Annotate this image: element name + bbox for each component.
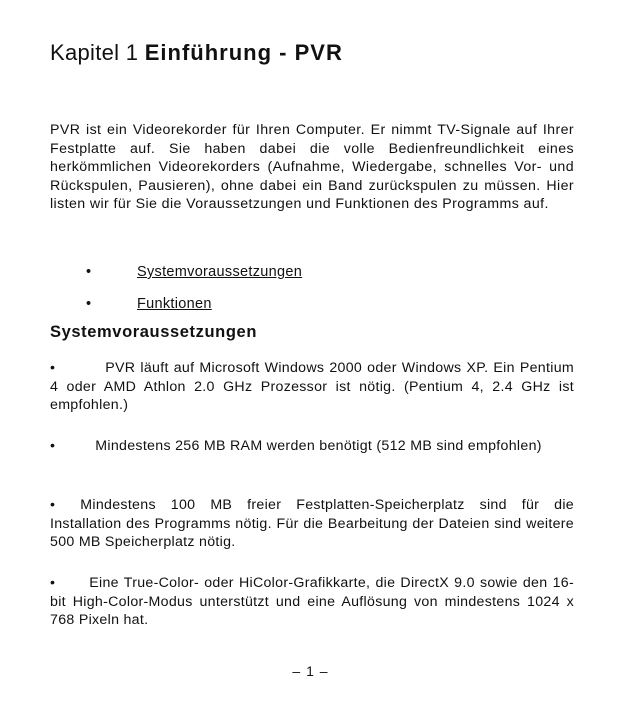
section-heading: Systemvoraussetzungen <box>50 323 257 341</box>
bullet-icon: • <box>50 497 56 513</box>
requirement-text: Eine True-Color- oder HiColor-Grafikkarte, die DirectX 9.0 sowie den 16-bit High-Color-Modus unterstützt und eine Auflösung von mindestens 1024 x 768 Pixeln hat. <box>50 575 574 628</box>
bullet-icon: • <box>86 264 92 280</box>
requirement-text: Mindestens 100 MB freier Festplatten-Speicherplatz sind für die Installation des Programms nötig. Für die Bearbeitung der Dateien sind weitere 500 MB Speicherplatz nötig. <box>50 497 574 550</box>
chapter-heading: Einführung - PVR <box>144 40 343 65</box>
requirement-item <box>50 574 574 630</box>
chapter-prefix: Kapitel 1 <box>50 40 145 65</box>
requirement-text: PVR läuft auf Microsoft Windows 2000 oder Windows XP. Ein Pentium 4 oder AMD Athlon 2.0 GHz Prozessor ist nötig. (Pentium 4, 2.4 GHz ist empfohlen.) <box>50 360 574 413</box>
bullet-icon: • <box>50 438 56 454</box>
bullet-icon: • <box>50 360 56 376</box>
requirement-text: Mindestens 256 MB RAM werden benötigt (512 MB sind empfohlen) <box>95 438 542 454</box>
bullet-icon: • <box>86 296 92 312</box>
intro-paragraph: PVR ist ein Videorekorder für Ihren Computer. Er nimmt TV-Signale auf Ihrer Festplatte auf. Sie haben dabei die volle Bedienfreundlichkeit eines herkömmlichen Videorekorders (Aufnahme, Wiedergabe, schnelles Vor- und Rückspulen, Pausieren), ohne dabei ein Band zurückspulen zu müssen. Hier listen wir für Sie die Voraussetzungen und Funktionen des Programms auf. <box>50 122 574 212</box>
page-number: – 1 – <box>292 663 329 679</box>
link-funktionen[interactable]: Funktionen <box>137 296 212 312</box>
requirement-item <box>50 359 574 415</box>
bullet-icon: • <box>50 575 56 591</box>
requirement-item <box>50 437 574 456</box>
link-systemvoraussetzungen[interactable]: Systemvoraussetzungen <box>137 264 303 280</box>
requirement-item <box>50 496 574 552</box>
chapter-title <box>50 40 343 66</box>
